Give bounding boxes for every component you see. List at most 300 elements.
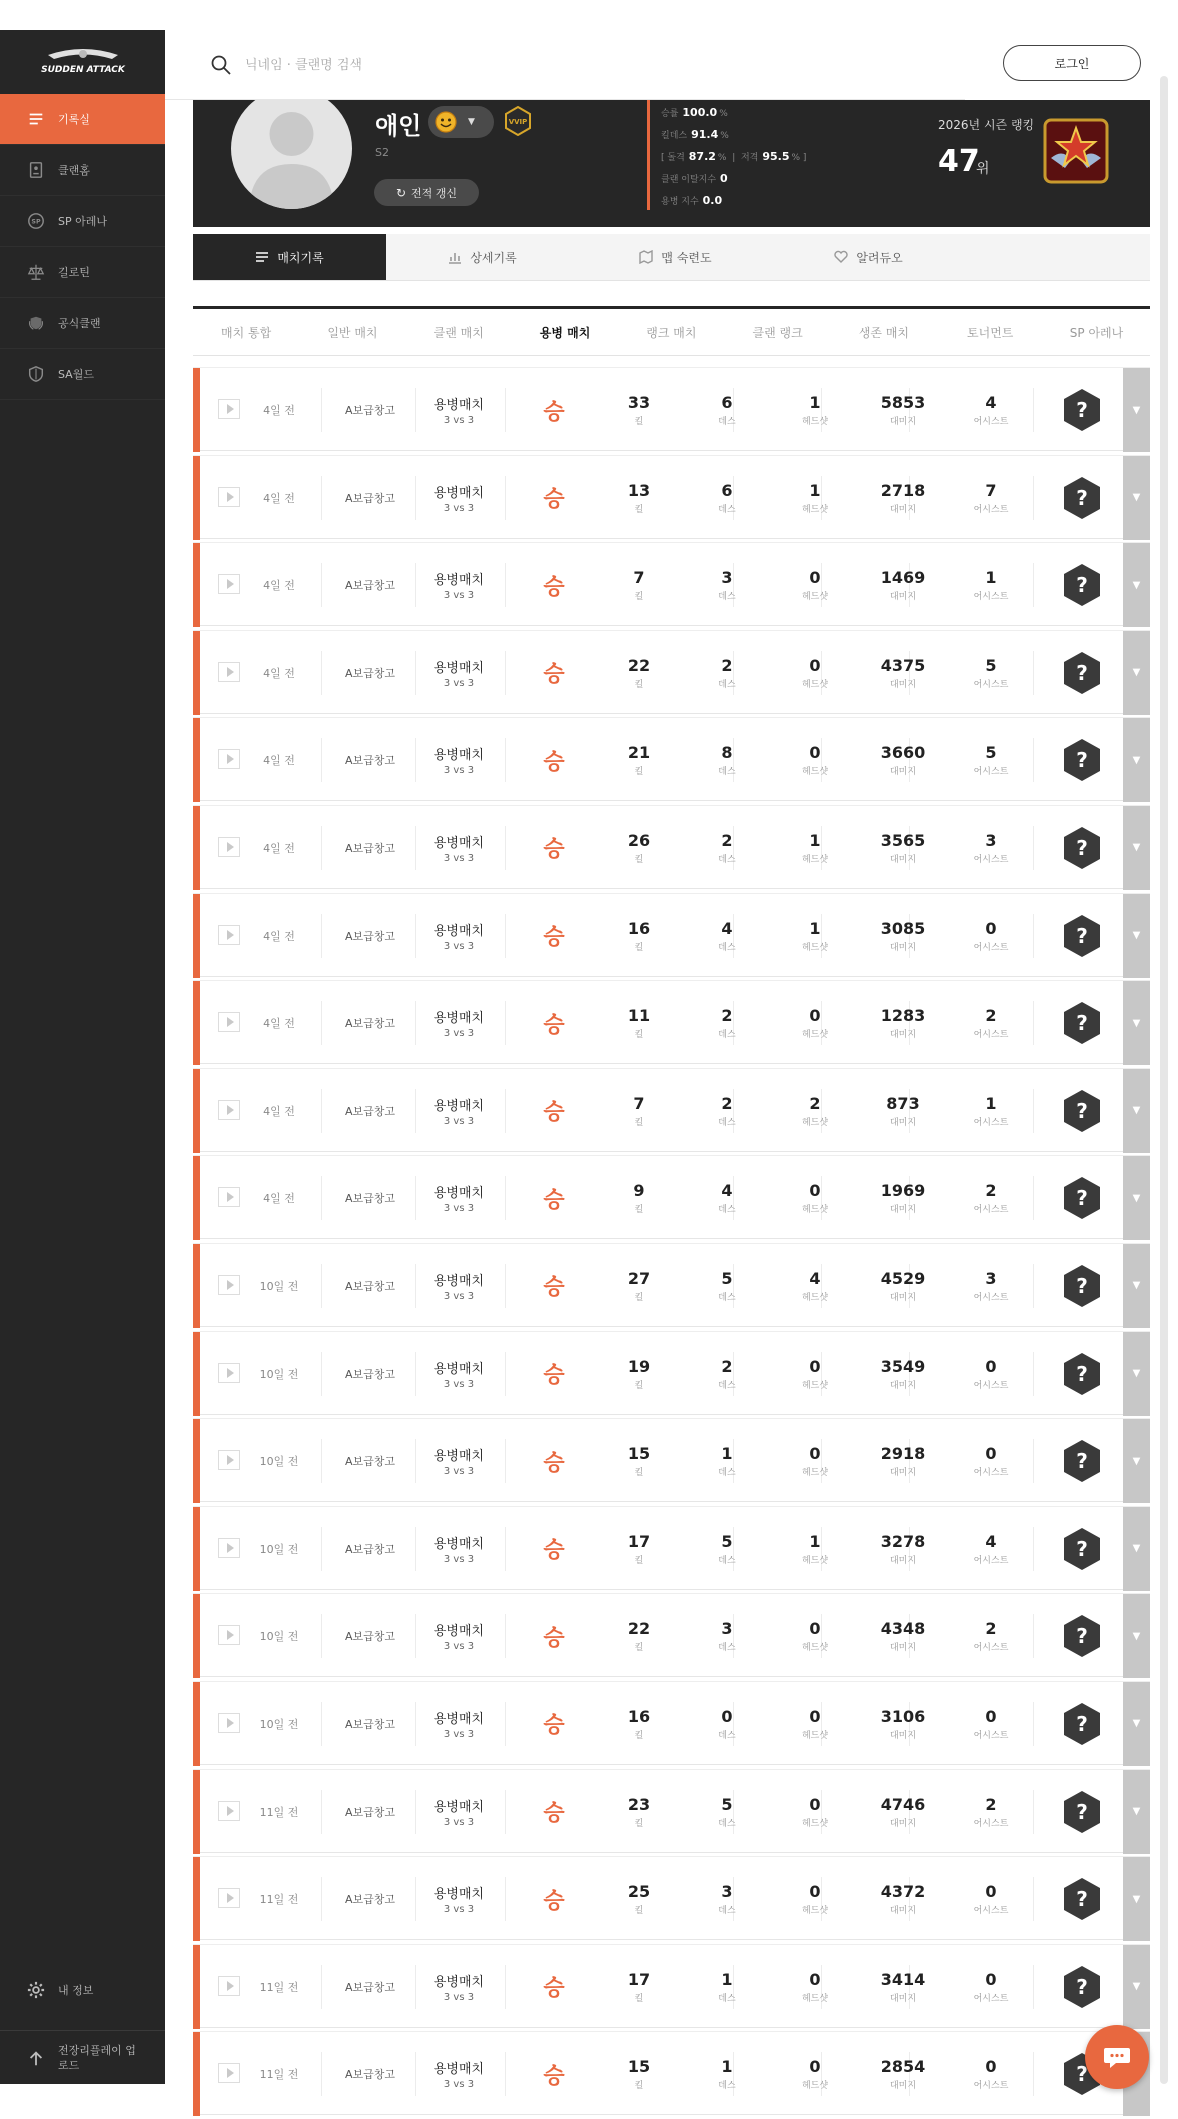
unknown-tier-icon [1062,388,1102,432]
assist-label: 어시스트 [973,1730,1009,1741]
chevron-down-icon: ▼ [1132,1806,1141,1817]
pct-unit: % [791,153,801,163]
assist-stat [957,543,1025,627]
sidebar-item-2[interactable] [0,145,165,196]
kill-label: 킬 [634,1205,644,1216]
match-mode [419,718,499,802]
match-team-size: 3 vs 3 [443,1203,475,1215]
match-row[interactable] [193,1243,1150,1327]
column-divider [415,1439,416,1483]
expand-row-button[interactable] [1123,1770,1150,1854]
kill-label: 킬 [634,1643,644,1654]
headshot-value: 0 [809,1969,821,1989]
shield-icon [26,364,46,384]
assault-label: 돌격 [667,153,685,163]
win-indicator-bar [193,368,200,452]
replay-play-button[interactable] [218,749,240,769]
replay-play-button[interactable] [218,1888,240,1908]
chevron-down-icon: ▼ [1132,1981,1141,1993]
match-row[interactable] [193,805,1150,889]
match-mode [419,1770,499,1854]
match-map-name: A보급창고 [344,666,396,680]
svg-text:?: ? [1076,485,1088,510]
replay-play-button[interactable] [218,399,240,419]
damage-label: 대미지 [889,504,917,515]
expand-row-button[interactable] [1123,981,1150,1065]
search-icon[interactable] [210,54,232,76]
match-time-ago: 4일 전 [263,491,295,505]
headshot-stat [781,1156,849,1240]
match-team-size: 3 vs 3 [443,1290,475,1302]
death-value: 4 [721,1181,733,1201]
column-divider [1033,1965,1034,2009]
expand-row-button[interactable] [1123,631,1150,715]
tab-2[interactable] [386,234,579,280]
headshot-value: 0 [809,1006,821,1026]
expand-row-button[interactable] [1123,894,1150,978]
svg-text:?: ? [1076,1624,1088,1649]
match-team-size: 3 vs 3 [443,1816,475,1828]
kill-stat [605,368,673,452]
sniper-value: 95.5 [762,150,790,163]
damage-stat [869,1244,937,1328]
win-rate-label: 승률 [661,109,679,119]
unknown-tier-icon [1062,651,1102,695]
unknown-tier-icon [1062,1614,1102,1658]
match-row[interactable] [193,1593,1150,1677]
pct-unit: % [717,153,727,163]
chevron-down-icon: ▼ [1132,579,1141,591]
chat-button[interactable] [1085,2025,1149,2089]
match-map-name: A보급창고 [344,404,396,417]
match-row[interactable] [193,1331,1150,1415]
match-mode-label: 용병매치 [433,1887,485,1903]
assault-sniper-stat: [ 돌격 87.2 % | 저격 95.5 % ] [661,150,807,163]
match-type-filter [193,306,1150,356]
assist-stat [957,1945,1025,2029]
death-label: 데스 [718,679,736,690]
filter-option[interactable]: 용병 매치 [539,325,591,340]
match-row[interactable] [193,1418,1150,1502]
damage-label: 대미지 [889,1468,917,1479]
expand-row-button[interactable] [1123,1507,1150,1591]
filter-option[interactable]: 생존 매치 [858,325,910,340]
match-map-name: A보급창고 [344,1542,396,1556]
filter-option[interactable]: 매치 통합 [221,325,272,340]
column-divider [321,738,322,782]
damage-value: 1283 [880,1006,926,1026]
damage-value: 2918 [880,1444,926,1464]
assist-value: 0 [985,1882,997,1902]
headshot-value: 4 [809,1268,821,1288]
replay-play-button[interactable] [218,1012,240,1032]
death-label: 데스 [718,1205,736,1216]
replay-play-button[interactable] [218,1100,240,1120]
sidebar-item-5[interactable] [0,298,165,349]
kill-label: 킬 [634,1117,644,1128]
svg-text:?: ? [1076,1887,1088,1912]
expand-row-button[interactable] [1123,456,1150,540]
damage-value: 4372 [880,1882,926,1902]
assist-stat [957,1419,1025,1503]
scrollbar[interactable] [1160,76,1168,2084]
headshot-label: 헤드샷 [801,767,829,778]
chevron-down-icon: ▼ [1132,1368,1141,1380]
death-label: 데스 [718,1993,736,2004]
replay-play-button[interactable] [218,837,240,857]
expand-row-button[interactable] [1123,806,1150,890]
pct-unit: % [719,109,728,119]
death-value: 6 [721,393,733,412]
expand-row-button[interactable] [1123,1594,1150,1678]
damage-value: 5853 [880,393,926,412]
replay-play-button[interactable] [218,1538,240,1558]
chevron-down-icon: ▼ [1132,754,1141,766]
filter-option[interactable]: 일반 매치 [327,325,378,340]
filter-option[interactable]: 랭크 매치 [646,325,697,340]
death-stat [693,2032,761,2116]
column-divider [321,1965,322,2009]
match-result: 승 [543,837,565,863]
unknown-tier-icon [1062,826,1102,870]
filter-option[interactable]: 클랜 랭크 [752,325,803,340]
replay-play-button[interactable] [218,662,240,682]
death-label: 데스 [718,592,736,603]
headshot-stat [781,1857,849,1941]
replay-play-button[interactable] [218,1625,240,1645]
expand-row-button[interactable] [1123,543,1150,627]
filter-option[interactable]: 클랜 매치 [433,325,484,340]
match-row[interactable] [193,1769,1150,1853]
vvip-badge-icon [503,106,533,136]
svg-text:?: ? [1076,1186,1088,1211]
match-time-ago: 11일 전 [259,1893,299,1907]
column-divider [505,1527,506,1571]
match-team-size: 3 vs 3 [443,852,475,864]
login-button[interactable]: 로그인 [1003,45,1141,81]
match-row[interactable] [193,2031,1150,2115]
match-time-ago: 11일 전 [259,1980,299,1994]
match-mode [419,981,499,1065]
column-divider [415,826,416,870]
chevron-down-icon: ▼ [1132,404,1141,416]
column-divider [505,1352,506,1396]
kill-stat [605,1156,673,1240]
match-row[interactable] [193,1681,1150,1765]
match-row[interactable] [193,1506,1150,1590]
replay-play-button[interactable] [218,1713,240,1733]
expand-row-button[interactable] [1123,368,1150,452]
headshot-label: 헤드샷 [801,679,829,690]
match-result: 승 [543,487,565,513]
death-label: 데스 [718,1643,736,1654]
match-team-size: 3 vs 3 [443,1991,475,2003]
match-row[interactable] [193,542,1150,626]
headshot-stat [781,631,849,715]
svg-text:?: ? [1076,398,1088,422]
svg-text:?: ? [1076,748,1088,773]
death-stat [693,1682,761,1766]
match-mode-label: 용병매치 [433,1449,485,1465]
assist-value: 5 [985,655,997,675]
match-result: 승 [543,574,565,600]
refresh-record-button[interactable] [374,179,479,206]
replay-play-button[interactable] [218,1363,240,1383]
list-icon [255,250,269,264]
headshot-label: 헤드샷 [801,1030,829,1041]
headshot-value: 0 [809,1706,821,1726]
sidebar-item-4[interactable] [0,247,165,298]
damage-label: 대미지 [889,1555,917,1566]
kill-stat [605,981,673,1065]
assist-value: 0 [985,1444,997,1464]
sidebar-item-label: 클랜홈 [58,164,90,177]
assist-label: 어시스트 [973,1906,1009,1917]
tab-4[interactable] [772,234,965,280]
headshot-label: 헤드샷 [801,1468,829,1479]
headshot-value: 1 [809,393,821,412]
sidebar-item-3[interactable] [0,196,165,247]
match-result: 승 [543,1625,565,1651]
unknown-tier-icon [1062,1790,1102,1834]
replay-play-button[interactable] [218,925,240,945]
death-label: 데스 [718,1380,736,1391]
match-map-name: A보급창고 [344,579,396,593]
kill-value: 17 [627,1969,651,1989]
headshot-stat [781,368,849,452]
column-divider [1033,563,1034,607]
death-value: 6 [721,480,733,500]
death-stat [693,1857,761,1941]
replay-play-button[interactable] [218,1187,240,1207]
chevron-down-icon: ▼ [1132,1630,1141,1642]
assist-stat [957,894,1025,978]
tab-label: 상세기록 [470,250,517,265]
match-mode [419,2032,499,2116]
damage-value: 1469 [880,568,926,588]
assist-label: 어시스트 [973,417,1009,427]
filter-option[interactable]: SP 아레나 [1069,325,1124,340]
kill-label: 킬 [634,942,644,953]
death-stat [693,1156,761,1240]
expand-row-button[interactable] [1123,1244,1150,1328]
headshot-stat [781,1069,849,1153]
column-divider [415,738,416,782]
svg-text:?: ? [1076,1449,1088,1474]
kill-label: 킬 [634,1468,644,1479]
death-stat [693,894,761,978]
kill-stat [605,1419,673,1503]
column-divider [415,1614,416,1658]
match-row[interactable] [193,980,1150,1064]
match-time-ago: 4일 전 [263,404,295,417]
damage-value: 873 [886,1093,920,1113]
damage-value: 4746 [880,1794,926,1814]
match-row[interactable] [193,1155,1150,1239]
assist-value: 3 [985,830,997,850]
replay-play-button[interactable] [218,574,240,594]
expand-row-button[interactable] [1123,1156,1150,1240]
expand-row-button[interactable] [1123,1069,1150,1153]
column-divider [505,1965,506,2009]
tab-3[interactable] [579,234,772,280]
match-row[interactable] [193,1944,1150,2028]
headshot-stat [781,1419,849,1503]
replay-play-button[interactable] [218,2063,240,2083]
assist-label: 어시스트 [973,942,1009,953]
damage-label: 대미지 [889,1380,917,1391]
kill-stat [605,894,673,978]
column-divider [321,1702,322,1746]
my-info-link[interactable] [0,1970,165,2010]
tab-1[interactable] [193,234,386,280]
win-indicator-bar [193,894,200,978]
match-row[interactable] [193,893,1150,977]
svg-text:?: ? [1076,1536,1088,1561]
sidebar-item-1[interactable] [0,94,165,145]
sp-badge-icon [26,211,46,231]
emblem-dropdown[interactable] [428,106,494,138]
sidebar-item-6[interactable] [0,349,165,400]
replay-play-button[interactable] [218,487,240,507]
assist-stat [957,1857,1025,1941]
filter-option[interactable]: 토너먼트 [967,325,1014,340]
assist-value: 2 [985,1619,997,1639]
expand-row-button[interactable] [1123,1332,1150,1416]
chevron-down-icon: ▼ [1132,1893,1141,1905]
assist-label: 어시스트 [973,1030,1009,1041]
win-indicator-bar [193,1069,200,1153]
win-indicator-bar [193,1332,200,1416]
svg-text:?: ? [1076,923,1088,948]
match-result: 승 [543,749,565,775]
damage-stat [869,456,937,540]
damage-value: 4375 [880,655,926,675]
assist-label: 어시스트 [973,1292,1009,1303]
expand-row-button[interactable] [1123,1857,1150,1941]
column-divider [1033,1001,1034,1045]
headshot-value: 1 [809,1531,821,1551]
match-row[interactable] [193,1856,1150,1940]
column-divider [505,1439,506,1483]
match-team-size: 3 vs 3 [443,1115,475,1127]
chevron-down-icon: ▼ [1132,1455,1141,1467]
win-indicator-bar [193,631,200,715]
season-rank-label: 2026년 시즌 랭킹 [938,118,1035,132]
column-divider [1033,1527,1034,1571]
stat-divider [647,100,650,210]
column-divider [321,1089,322,1133]
assist-value: 0 [985,1356,997,1376]
match-mode-label: 용병매치 [433,1186,485,1202]
damage-label: 대미지 [889,2081,917,2092]
match-row[interactable] [193,455,1150,539]
sidebar-item-label: 기록실 [58,113,90,126]
search-input[interactable] [245,50,745,80]
headshot-label: 헤드샷 [801,1555,829,1566]
match-mode [419,631,499,715]
damage-stat [869,368,937,452]
match-row[interactable] [193,630,1150,714]
unknown-tier-icon [1062,914,1102,958]
column-divider [415,1001,416,1045]
gear-icon [26,1980,46,2000]
sudden-attack-logo[interactable] [0,30,165,94]
match-map-name: A보급창고 [344,1630,396,1644]
kill-stat [605,543,673,627]
headshot-stat [781,981,849,1065]
headshot-value: 0 [809,2057,821,2077]
damage-value: 3085 [880,918,926,938]
column-divider [321,651,322,695]
expand-row-button[interactable] [1123,718,1150,802]
match-row[interactable] [193,717,1150,801]
expand-row-button[interactable] [1123,1419,1150,1503]
column-divider [415,914,416,958]
column-divider [415,1790,416,1834]
damage-stat [869,1857,937,1941]
death-label: 데스 [718,767,736,778]
match-mode [419,1682,499,1766]
match-row[interactable] [193,367,1150,451]
replay-play-button[interactable] [218,1976,240,1996]
assist-value: 1 [985,1093,997,1113]
damage-value: 4529 [880,1268,926,1288]
match-team-size: 3 vs 3 [443,1378,475,1390]
column-divider [321,476,322,520]
replay-play-button[interactable] [218,1801,240,1821]
headshot-label: 헤드샷 [801,1993,829,2004]
assist-stat [957,1507,1025,1591]
assist-stat [957,2032,1025,2116]
svg-text:?: ? [1076,660,1088,685]
replay-upload-link[interactable] [0,2030,165,2084]
death-value: 5 [721,1268,733,1288]
column-divider [415,1527,416,1571]
sidebar [0,30,165,2084]
column-divider [321,563,322,607]
damage-stat [869,543,937,627]
kill-stat [605,806,673,890]
match-team-size: 3 vs 3 [443,590,475,602]
kill-value: 15 [627,2057,651,2077]
death-value: 8 [721,743,733,763]
column-divider [415,1877,416,1921]
match-row[interactable] [193,1068,1150,1152]
assist-value: 1 [985,568,997,588]
kill-label: 킬 [634,1555,644,1566]
column-divider [505,1702,506,1746]
column-divider [415,1702,416,1746]
replay-play-button[interactable] [218,1275,240,1295]
kill-value: 26 [627,830,651,850]
svg-text:?: ? [1076,1799,1088,1824]
match-map-name: A보급창고 [344,1893,396,1907]
clan-leave-label: 클랜 이탈지수 [661,175,717,185]
match-map-name: A보급창고 [344,1717,396,1731]
expand-row-button[interactable] [1123,1945,1150,2029]
assist-value: 7 [985,480,997,500]
headshot-value: 1 [809,830,821,850]
death-label: 데스 [718,1117,736,1128]
match-mode-label: 용병매치 [433,1799,485,1815]
expand-row-button[interactable] [1123,1682,1150,1766]
assist-value: 2 [985,1006,997,1026]
replay-play-button[interactable] [218,1450,240,1470]
match-team-size: 3 vs 3 [443,2079,475,2091]
column-divider [1033,914,1034,958]
chevron-down-icon: ▼ [1132,667,1141,679]
